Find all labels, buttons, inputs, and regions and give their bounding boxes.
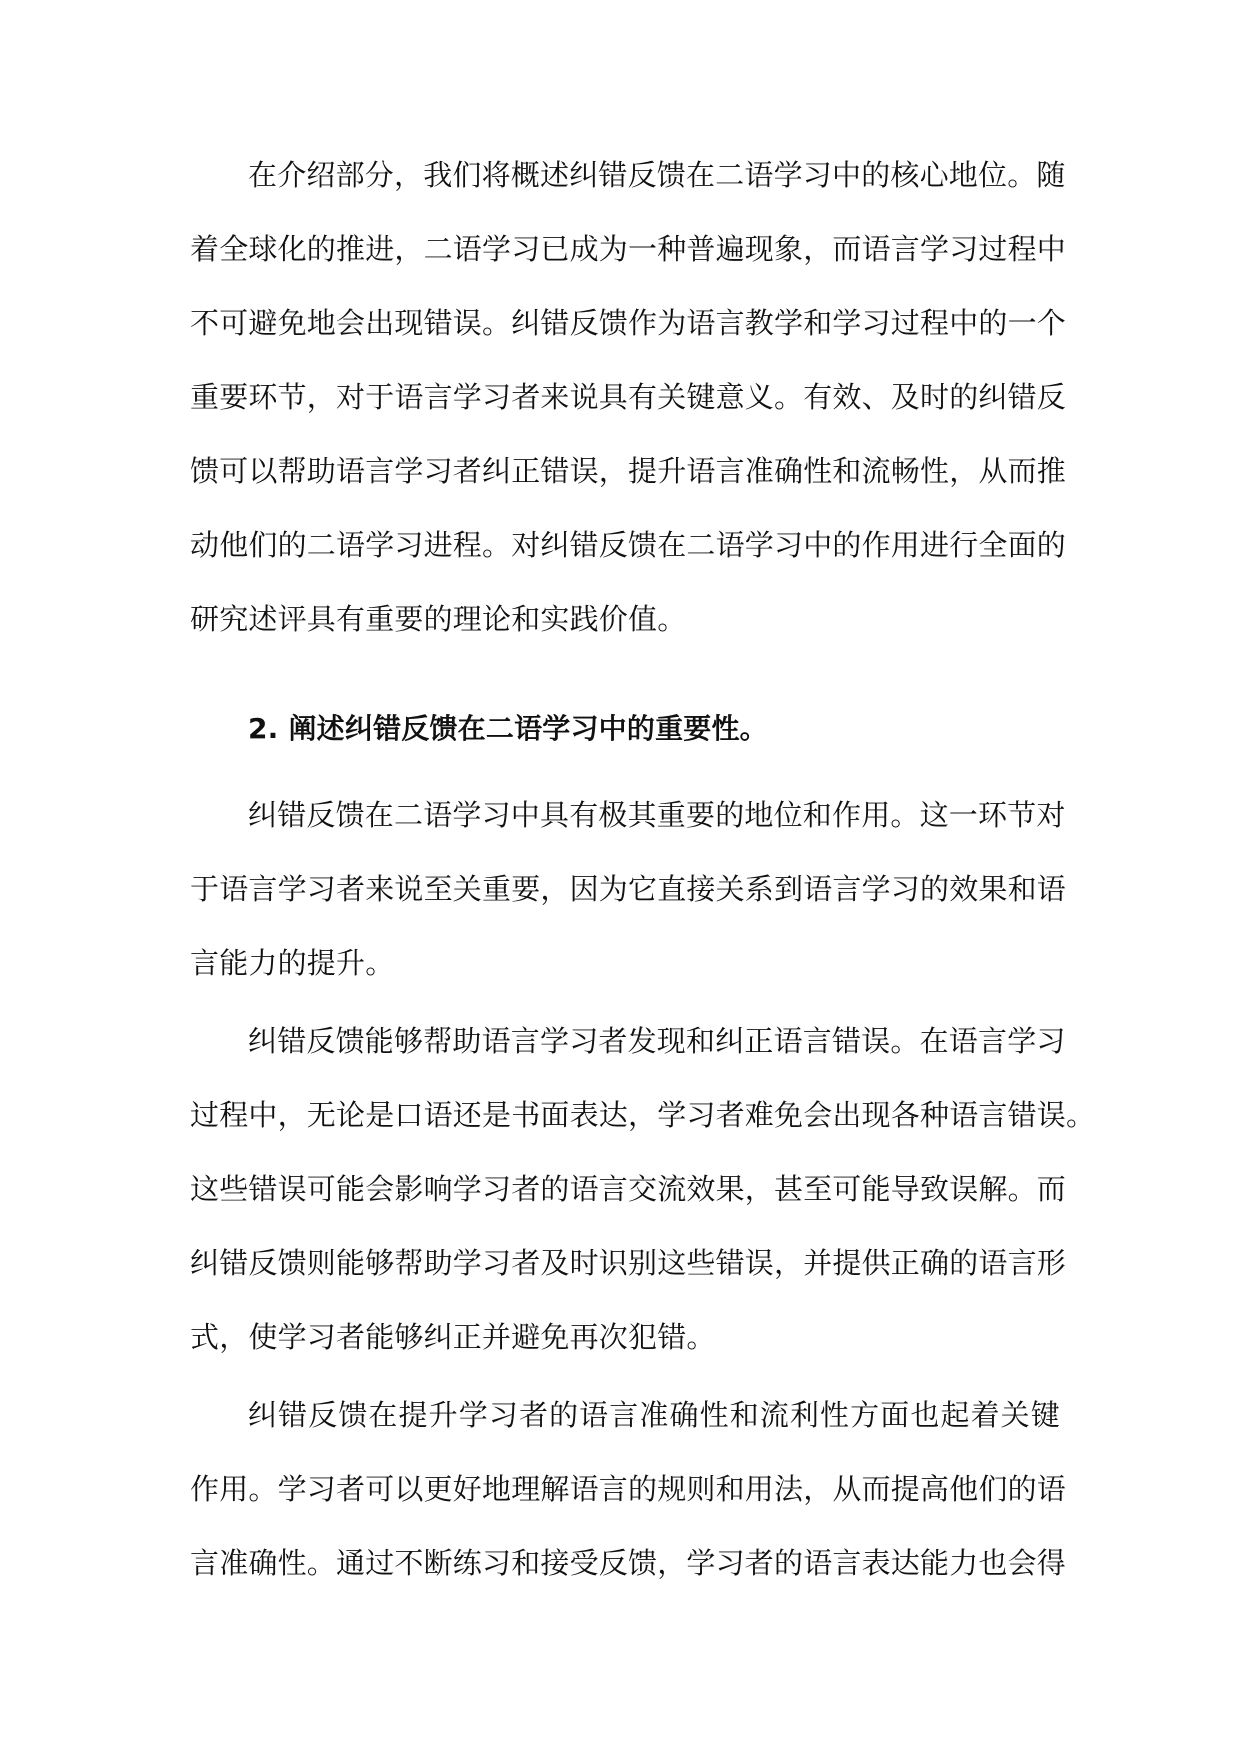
text-line: 这些错误可能会影响学习者的语言交流效果，甚至可能导致误解。而 [190, 1172, 1067, 1206]
text-line: 言准确性。通过不断练习和接受反馈，学习者的语言表达能力也会得 [190, 1546, 1067, 1580]
text-line: 着全球化的推进，二语学习已成为一种普遍现象，而语言学习过程中 [190, 232, 1067, 266]
text-line: 过程中，无论是口语还是书面表达，学习者难免会出现各种语言错误。 [190, 1098, 1096, 1132]
text-line: 式，使学习者能够纠正并避免再次犯错。 [190, 1320, 716, 1354]
text-line: 纠错反馈能够帮助语言学习者发现和纠正语言错误。在语言学习 [248, 1024, 1066, 1058]
text-line: 纠错反馈在提升学习者的语言准确性和流利性方面也起着关键 [248, 1398, 1060, 1432]
paragraph-importance [190, 778, 1067, 1000]
text-line: 作用。学习者可以更好地理解语言的规则和用法，从而提高他们的语 [190, 1472, 1067, 1506]
paragraph-error-correction [190, 1004, 1096, 1374]
text-line: 不可避免地会出现错误。纠错反馈作为语言教学和学习过程中的一个 [190, 306, 1067, 340]
section-heading: 2. 阐述纠错反馈在二语学习中的重要性。 [248, 712, 768, 745]
text-line: 在介绍部分，我们将概述纠错反馈在二语学习中的核心地位。随 [248, 158, 1066, 192]
paragraph-accuracy-fluency [190, 1378, 1067, 1600]
text-line: 动他们的二语学习进程。对纠错反馈在二语学习中的作用进行全面的 [190, 528, 1067, 562]
paragraph-intro [190, 138, 1067, 656]
text-line: 纠错反馈在二语学习中具有极其重要的地位和作用。这一环节对 [248, 798, 1066, 832]
text-line: 言能力的提升。 [190, 946, 395, 980]
text-line: 馈可以帮助语言学习者纠正错误，提升语言准确性和流畅性，从而推 [190, 454, 1067, 488]
spacer [190, 656, 1060, 692]
text-line: 研究述评具有重要的理论和实践价值。 [190, 602, 687, 636]
spacer [190, 766, 1060, 778]
document-content [190, 138, 1096, 1600]
text-line: 纠错反馈则能够帮助学习者及时识别这些错误，并提供正确的语言形 [190, 1246, 1067, 1280]
text-line: 于语言学习者来说至关重要，因为它直接关系到语言学习的效果和语 [190, 872, 1067, 906]
text-line: 重要环节，对于语言学习者来说具有关键意义。有效、及时的纠错反 [190, 380, 1067, 414]
